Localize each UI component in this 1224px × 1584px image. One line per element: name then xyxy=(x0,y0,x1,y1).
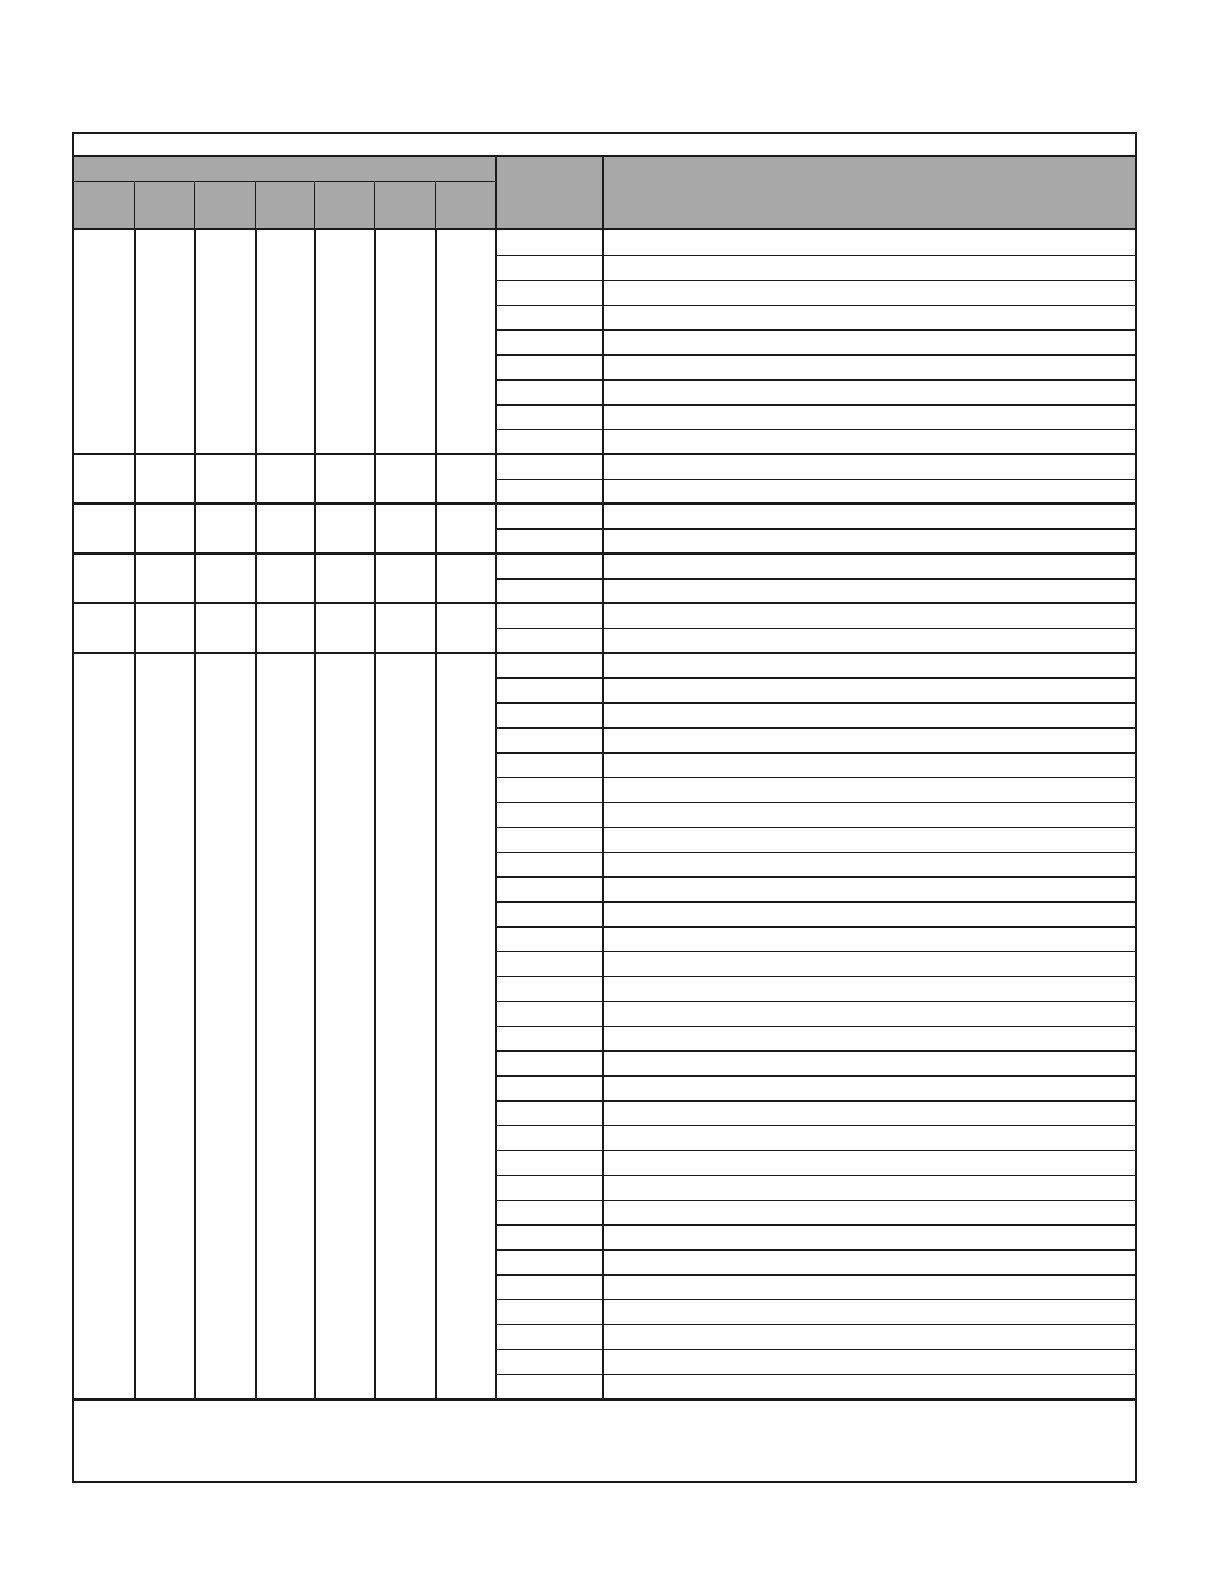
row-divider xyxy=(495,578,1135,580)
form-title xyxy=(74,134,1135,157)
sub-column-header-7 xyxy=(435,182,495,228)
description-cell xyxy=(602,802,1135,827)
row-divider xyxy=(495,1299,1135,1301)
row-divider xyxy=(495,1150,1135,1152)
footer-note xyxy=(74,1401,1135,1487)
code-cell xyxy=(495,578,602,603)
code-cell xyxy=(495,1299,602,1324)
code-cell xyxy=(495,777,602,802)
code-cell xyxy=(495,454,602,479)
row-divider xyxy=(495,429,1135,431)
table-row xyxy=(495,1026,1135,1051)
description-cell xyxy=(602,280,1135,305)
row-divider xyxy=(495,777,1135,779)
row-divider xyxy=(495,702,1135,704)
description-cell xyxy=(602,603,1135,628)
description-column-header xyxy=(602,157,1135,228)
description-cell xyxy=(602,1050,1135,1075)
description-cell xyxy=(602,379,1135,404)
description-cell xyxy=(602,976,1135,1001)
sub-column-header-4 xyxy=(255,182,314,228)
description-cell xyxy=(602,901,1135,926)
column-divider xyxy=(435,230,437,1398)
description-cell xyxy=(602,1001,1135,1026)
row-divider xyxy=(495,479,1135,481)
table-row xyxy=(495,1324,1135,1349)
column-divider xyxy=(314,230,316,1398)
row-divider xyxy=(495,677,1135,679)
column-divider xyxy=(134,230,136,1398)
code-cell xyxy=(495,1349,602,1374)
code-cell xyxy=(495,827,602,852)
table-row xyxy=(495,702,1135,727)
column-divider xyxy=(602,230,604,1398)
code-cell xyxy=(495,628,602,653)
description-cell xyxy=(602,852,1135,877)
description-cell xyxy=(602,876,1135,901)
code-cell xyxy=(495,702,602,727)
row-divider xyxy=(495,280,1135,282)
row-divider xyxy=(495,1324,1135,1326)
table-row xyxy=(495,1349,1135,1374)
row-divider xyxy=(495,951,1135,953)
code-cell xyxy=(495,255,602,280)
header-column-divider xyxy=(134,182,135,228)
description-cell xyxy=(602,1224,1135,1249)
row-divider xyxy=(495,1224,1135,1226)
column-divider xyxy=(255,230,257,1398)
table-row xyxy=(495,553,1135,578)
row-divider xyxy=(495,1175,1135,1177)
code-cell xyxy=(495,603,602,628)
code-cell xyxy=(495,852,602,877)
table-row xyxy=(495,1224,1135,1249)
sub-column-header-5 xyxy=(314,182,374,228)
table-row xyxy=(495,1100,1135,1125)
row-divider xyxy=(495,1075,1135,1077)
form-table xyxy=(72,132,1137,1483)
description-cell xyxy=(602,926,1135,951)
code-cell xyxy=(495,1274,602,1299)
code-cell xyxy=(495,1224,602,1249)
description-cell xyxy=(602,1249,1135,1274)
description-cell xyxy=(602,702,1135,727)
description-cell xyxy=(602,503,1135,528)
description-cell xyxy=(602,777,1135,802)
description-cell xyxy=(602,1349,1135,1374)
row-divider xyxy=(495,354,1135,356)
table-row xyxy=(495,1175,1135,1200)
code-cell xyxy=(495,1324,602,1349)
row-divider xyxy=(495,827,1135,829)
code-cell xyxy=(495,404,602,429)
code-cell xyxy=(495,951,602,976)
sub-column-header-3 xyxy=(194,182,255,228)
table-row xyxy=(495,1374,1135,1399)
table-row xyxy=(495,727,1135,752)
code-cell xyxy=(495,503,602,528)
table-row xyxy=(495,1075,1135,1100)
sub-column-header-2 xyxy=(134,182,194,228)
table-row xyxy=(495,951,1135,976)
row-divider xyxy=(495,255,1135,257)
description-cell xyxy=(602,1075,1135,1100)
header-divider xyxy=(74,181,495,182)
table-row xyxy=(495,454,1135,479)
description-cell xyxy=(602,1150,1135,1175)
row-divider xyxy=(495,379,1135,381)
row-divider xyxy=(495,876,1135,878)
column-divider xyxy=(495,230,497,1398)
code-cell xyxy=(495,1026,602,1051)
table-row xyxy=(495,329,1135,354)
code-cell xyxy=(495,379,602,404)
table-row xyxy=(495,404,1135,429)
code-cell xyxy=(495,802,602,827)
description-cell xyxy=(602,1374,1135,1399)
description-cell xyxy=(602,628,1135,653)
column-divider xyxy=(194,230,196,1398)
code-cell xyxy=(495,329,602,354)
table-row xyxy=(495,677,1135,702)
row-divider xyxy=(495,926,1135,928)
header-column-divider xyxy=(314,182,315,228)
code-cell xyxy=(495,528,602,553)
row-divider xyxy=(495,528,1135,530)
table-row xyxy=(495,379,1135,404)
row-divider xyxy=(495,1374,1135,1376)
code-cell xyxy=(495,926,602,951)
code-cell xyxy=(495,479,602,504)
table-row xyxy=(495,503,1135,528)
code-cell xyxy=(495,553,602,578)
sub-column-header-1 xyxy=(74,182,134,228)
description-cell xyxy=(602,230,1135,255)
code-cell xyxy=(495,280,602,305)
code-cell xyxy=(495,1075,602,1100)
description-cell xyxy=(602,1175,1135,1200)
description-cell xyxy=(602,951,1135,976)
description-cell xyxy=(602,677,1135,702)
table-row xyxy=(495,901,1135,926)
row-divider xyxy=(495,1050,1135,1052)
description-cell xyxy=(602,429,1135,454)
row-divider xyxy=(495,404,1135,406)
table-row xyxy=(495,1299,1135,1324)
header-column-divider xyxy=(495,157,497,228)
code-cell xyxy=(495,1200,602,1225)
table-row xyxy=(495,802,1135,827)
description-cell xyxy=(602,752,1135,777)
table-row xyxy=(495,479,1135,504)
row-divider xyxy=(495,1100,1135,1102)
code-cell xyxy=(495,752,602,777)
row-divider xyxy=(495,305,1135,307)
code-cell xyxy=(495,354,602,379)
description-cell xyxy=(602,479,1135,504)
table-row xyxy=(495,852,1135,877)
code-cell xyxy=(495,429,602,454)
description-cell xyxy=(602,354,1135,379)
table-row xyxy=(495,1249,1135,1274)
table-row xyxy=(495,1150,1135,1175)
table-row xyxy=(495,653,1135,678)
code-cell xyxy=(495,1150,602,1175)
header-group xyxy=(74,157,495,182)
row-divider xyxy=(495,802,1135,804)
table-row xyxy=(495,1050,1135,1075)
table-row xyxy=(495,976,1135,1001)
table-row xyxy=(495,926,1135,951)
table-row xyxy=(495,1200,1135,1225)
row-divider xyxy=(495,1125,1135,1127)
header-column-divider xyxy=(435,182,436,228)
code-cell xyxy=(495,901,602,926)
code-cell xyxy=(495,677,602,702)
table-row xyxy=(495,752,1135,777)
description-cell xyxy=(602,1100,1135,1125)
row-divider xyxy=(495,1001,1135,1003)
table-row xyxy=(495,429,1135,454)
row-divider xyxy=(495,1274,1135,1276)
table-row xyxy=(495,876,1135,901)
row-divider xyxy=(495,976,1135,978)
description-cell xyxy=(602,727,1135,752)
table-row xyxy=(495,628,1135,653)
code-cell xyxy=(495,305,602,330)
code-cell xyxy=(495,1125,602,1150)
header-column-divider xyxy=(602,157,604,228)
code-cell xyxy=(495,727,602,752)
table-row xyxy=(495,280,1135,305)
row-divider xyxy=(495,329,1135,331)
code-cell xyxy=(495,976,602,1001)
row-divider xyxy=(495,628,1135,630)
header-column-divider xyxy=(194,182,195,228)
table-row xyxy=(495,827,1135,852)
description-cell xyxy=(602,1324,1135,1349)
row-divider xyxy=(495,1349,1135,1351)
description-cell xyxy=(602,1125,1135,1150)
code-cell xyxy=(495,230,602,255)
description-cell xyxy=(602,454,1135,479)
table-row xyxy=(495,777,1135,802)
row-divider xyxy=(495,901,1135,903)
table-row xyxy=(495,528,1135,553)
code-cell xyxy=(495,1050,602,1075)
table-row xyxy=(495,230,1135,255)
description-cell xyxy=(602,1026,1135,1051)
row-divider xyxy=(495,727,1135,729)
description-cell xyxy=(602,1200,1135,1225)
description-cell xyxy=(602,578,1135,603)
table-row xyxy=(495,603,1135,628)
table-row xyxy=(495,354,1135,379)
code-cell xyxy=(495,1374,602,1399)
code-column-header xyxy=(495,157,602,228)
table-row xyxy=(495,305,1135,330)
row-divider xyxy=(495,1200,1135,1202)
code-cell xyxy=(495,1175,602,1200)
description-cell xyxy=(602,255,1135,280)
code-cell xyxy=(495,1100,602,1125)
code-cell xyxy=(495,876,602,901)
row-divider xyxy=(495,1026,1135,1028)
description-cell xyxy=(602,827,1135,852)
table-row xyxy=(495,1274,1135,1299)
description-cell xyxy=(602,553,1135,578)
description-cell xyxy=(602,329,1135,354)
description-cell xyxy=(602,1299,1135,1324)
description-cell xyxy=(602,404,1135,429)
description-cell xyxy=(602,653,1135,678)
table-row xyxy=(495,1125,1135,1150)
code-cell xyxy=(495,1249,602,1274)
code-cell xyxy=(495,1001,602,1026)
sub-column-header-6 xyxy=(374,182,435,228)
table-row xyxy=(495,255,1135,280)
row-divider xyxy=(495,752,1135,754)
description-cell xyxy=(602,528,1135,553)
header-column-divider xyxy=(374,182,375,228)
header-column-divider xyxy=(255,182,256,228)
row-divider xyxy=(495,1249,1135,1251)
code-cell xyxy=(495,653,602,678)
table-bottom-border xyxy=(74,1398,1135,1401)
table-row xyxy=(495,1001,1135,1026)
row-divider xyxy=(495,852,1135,854)
table-row xyxy=(495,578,1135,603)
description-cell xyxy=(602,1274,1135,1299)
column-divider xyxy=(374,230,376,1398)
description-cell xyxy=(602,305,1135,330)
